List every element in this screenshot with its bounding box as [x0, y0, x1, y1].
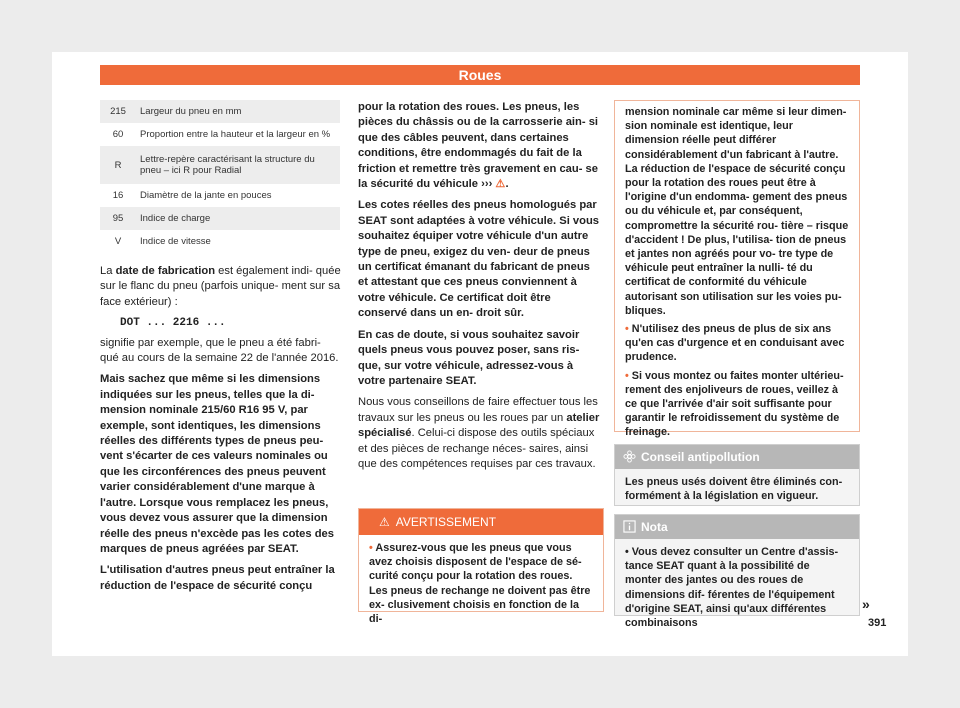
spec-code: V	[114, 236, 122, 247]
warning-text: mension nominale car même si leur dimen- sion nominale est identique, leur dimension réelle peut différer considérablement d'un fabricant à l'autre. La réduction de l'espace de sécurité conçu pour la rotation des roues peut être à l'origine d'un endomma- gement des pneus ou du véhicule et, par conséquent, compromettre la sécurité rou- tière – risque d'accident ! De plus, l'utilisa- tion de pneus et jantes non agréés pour vo- tre type de véhicule peut entraîner la nulli- té du certificat de conformité du véhicule autorisant son utilisation sur les voies pu- bliques.	[625, 106, 849, 317]
warning-continuation-box	[614, 100, 860, 439]
table-row	[100, 230, 340, 253]
note-box	[614, 514, 860, 630]
paragraph	[358, 395, 602, 472]
warning-continuation-body	[615, 101, 859, 444]
spec-code: 95	[100, 207, 136, 230]
spec-desc: Indice de charge	[136, 207, 340, 230]
text: pour la rotation des roues. Les pneus, les pièces du châssis ou de la carrosserie ain- si que des câbles peuvent, dans certaines conditions, être endommagés du fait de la friction et remettre très gravement en cau- se la sécurité du véhicule ›››	[358, 101, 599, 191]
note-body	[615, 539, 859, 636]
table-row	[100, 184, 340, 207]
tire-spec-table	[100, 100, 340, 253]
text: Nous vous conseillons de faire effectuer tous les travaux sur les pneus ou les roues par un	[358, 396, 598, 424]
spec-desc: Indice de vitesse	[140, 236, 211, 247]
flower-icon	[623, 450, 636, 463]
eco-title: Conseil antipollution	[641, 450, 760, 464]
paragraph: Les cotes réelles des pneus homologués par SEAT sont adaptées à votre véhicule. Si vous souhaitez équiper votre véhicule d'un autre type de pneu, exigez du ven- deur de pneus un certificat émanant du fabricant de pneus et attestant que ces pneus conviennent à votre véhicule. Ce certificat doit être conservé dans un en- droit sûr.	[358, 199, 600, 320]
table-row	[100, 146, 340, 184]
spec-code: 60	[112, 129, 124, 140]
table-row	[100, 100, 340, 123]
section-header: Roues	[100, 65, 860, 85]
spec-code: 16	[112, 190, 124, 201]
paragraph: En cas de doute, si vous souhaitez savoir quels pneus vous pouvez poser, sans ris- que, sur votre véhicule, adressez-vous à votre partenaire SEAT.	[358, 328, 580, 387]
fabrication-paragraph	[100, 264, 342, 310]
warning-title: AVERTISSEMENT	[395, 515, 497, 529]
bullet-icon: •	[625, 546, 629, 558]
list-item	[625, 369, 849, 440]
column-1	[100, 264, 342, 600]
table-row	[100, 207, 340, 230]
warning-icon: ⚠	[379, 515, 390, 529]
list-item	[625, 322, 849, 365]
eco-header	[615, 445, 859, 469]
bullet-text: Si vous montez ou faites monter ultérieu- rement des enjoliveurs de roues, veillez à ce que l'arrivée d'air soit suffisante pour garantir le refroidissement du système de freinage.	[625, 369, 844, 439]
spec-desc: Diamètre de la jante en pouces	[140, 190, 272, 201]
spec-code: 215	[100, 100, 136, 123]
bullet-text: N'utilisez des pneus de plus de six ans qu'en cas d'urgence et en conduisant avec prudence.	[625, 323, 845, 364]
warning-icon: ⚠	[495, 178, 506, 191]
text: . Celui-ci dispose des outils spéciaux et des pièces de rechange néces- saires, ainsi que des compétences requises par ces travaux.	[358, 427, 596, 470]
warning-box	[358, 508, 604, 626]
bullet-icon: •	[625, 323, 629, 336]
eco-text: Les pneus usés doivent être éliminés con- formément à la législation en vigueur.	[625, 476, 843, 503]
note-text: Vous devez consulter un Centre d'assis- tance SEAT quant à la possibilité de monter des jantes ou des roues de dimensions dif- férentes de l'équipement d'origine SEAT, ainsi qu'aux différentes combinaisons	[625, 546, 839, 630]
paragraph: Mais sachez que même si les dimensions indiquées sur les pneus, telles que la di- mension nominale 215/60 R16 95 V, par exemple, sont identiques, les dimensions réelles des différents types de pneus peu- vent s'écarter de ces valeurs nominales ou que les circonférences des pneus peuvent varier considérablement d'une marque à l'autre. Lorsque vous remplacez les pneus, vous devez vous assurer que la dimension réelle des pneus n'excède pas les cotes des marques de pneus agréées par SEAT.	[100, 373, 334, 555]
note-title: Nota	[641, 520, 668, 534]
eco-tip-box	[614, 444, 860, 506]
fabrication-term: date de fabrication	[115, 265, 216, 277]
text: est également indi- quée sur le flanc du pneu (parfois unique- ment sur sa face extérieur) :	[100, 265, 341, 308]
spec-desc: Lettre-repère caractérisant la structure du pneu – ici R pour Radial	[136, 146, 340, 184]
note-header	[615, 515, 859, 539]
table-row	[100, 123, 340, 146]
continue-mark: »	[862, 596, 870, 612]
spec-desc: Proportion entre la hauteur et la largeur en %	[140, 129, 331, 140]
page-number: 391	[868, 617, 887, 629]
paragraph: L'utilisation d'autres pneus peut entraîner la réduction de l'espace de sécurité conçu	[100, 564, 335, 592]
warning-body	[359, 535, 603, 626]
info-icon	[623, 520, 636, 533]
dot-code: DOT ... 2216 ...	[120, 317, 226, 330]
paragraph: pour la rotation des roues. Les pneus, les pièces du châssis ou de la carrosserie ain- si que des câbles peuvent, dans certaines conditions, être endommagés du fait de la friction et remettre très gravement en cau- se la sécurité du véhicule ››› ⚠.	[358, 101, 599, 191]
spec-desc: Largeur du pneu en mm	[136, 100, 340, 123]
workshop-term: atelier spécialisé	[358, 411, 600, 440]
warning-header	[359, 509, 603, 535]
warning-text: Assurez-vous que les pneus que vous avez choisis disposent de l'espace de sé- curité conçu pour la rotation des roues. Les pneus de rechange ne doivent pas être ex- clusivement choisis en fonction de la di-	[369, 542, 591, 626]
bullet-icon: •	[625, 369, 629, 382]
text: La	[100, 265, 116, 277]
spec-code: R	[100, 146, 136, 184]
column-2	[358, 100, 602, 478]
bullet-icon: •	[369, 542, 373, 554]
paragraph: signifie par exemple, que le pneu a été fabri- qué au cours de la semaine 22 de l'année 2016.	[100, 336, 339, 365]
